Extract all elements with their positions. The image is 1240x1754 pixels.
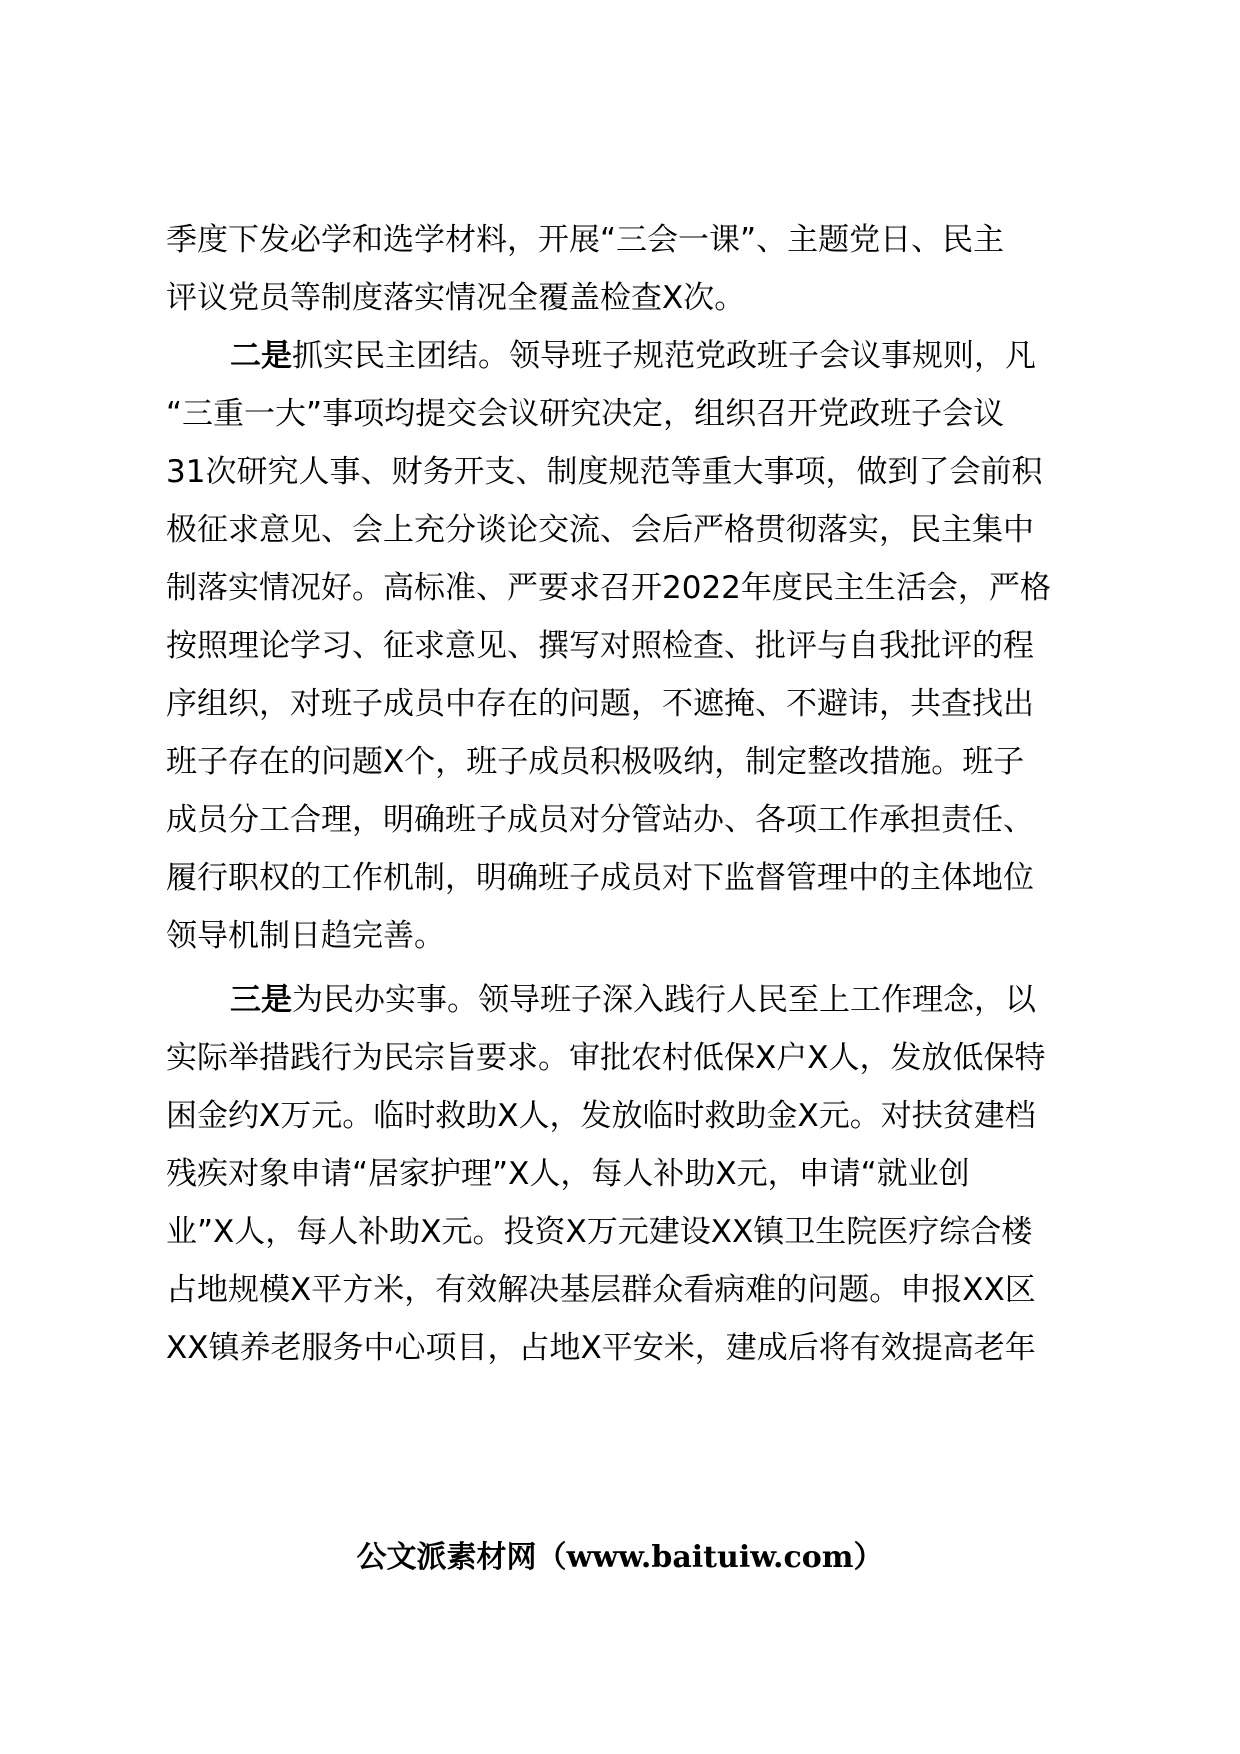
paragraph-line: 评议党员等制度落实情况全覆盖检查X次。 — [166, 280, 746, 316]
paragraph-line: 困金约X万元。临时救助X人，发放临时救助金X元。对扶贫建档 — [166, 1098, 1036, 1134]
paragraph-line: 领导机制日趋完善。 — [166, 918, 445, 954]
paragraph-line: 实际举措践行为民宗旨要求。审批农村低保X户X人，发放低保特 — [166, 1040, 1046, 1076]
paragraph-line: 占地规模X平方米，有效解决基层群众看病难的问题。申报XX区 — [166, 1272, 1036, 1308]
paragraph-line — [230, 336, 1036, 376]
paragraph-line: 班子存在的问题X个，班子成员积极吸纳，制定整改措施。班子 — [166, 744, 1025, 780]
paragraph-line: 序组织，对班子成员中存在的问题，不遮掩、不避讳，共查找出 — [166, 686, 1034, 722]
paragraph-text: 抓实民主团结。领导班子规范党政班子会议事规则，凡 — [292, 338, 1036, 374]
paragraph-text: 为民办实事。领导班子深入践行人民至上工作理念，以 — [292, 982, 1036, 1018]
paragraph-line: 极征求意见、会上充分谈论交流、会后严格贯彻落实，民主集中 — [166, 512, 1034, 548]
paragraph-line: 残疾对象申请“居家护理”X人，每人补助X元，申请“就业创 — [166, 1156, 970, 1192]
page-footer: 公文派素材网（www.baituiw.com） — [356, 1540, 884, 1575]
paragraph-line: “三重一大”事项均提交会议研究决定，组织召开党政班子会议 — [166, 396, 1005, 432]
paragraph-line: 业”X人，每人补助X元。投资X万元建设XX镇卫生院医疗综合楼 — [166, 1214, 1033, 1250]
paragraph-line: 31次研究人事、财务开支、制度规范等重大事项，做到了会前积 — [166, 454, 1043, 490]
paragraph-line: 季度下发必学和选学材料，开展“三会一课”、主题党日、民主 — [166, 222, 1005, 258]
paragraph-lead: 三是 — [230, 982, 292, 1018]
paragraph-line: 制落实情况好。高标准、严要求召开2022年度民主生活会，严格 — [166, 570, 1051, 606]
paragraph-lead: 二是 — [230, 338, 292, 374]
paragraph-line: 履行职权的工作机制，明确班子成员对下监督管理中的主体地位 — [166, 860, 1034, 896]
paragraph-line: XX镇养老服务中心项目，占地X平安米，建成后将有效提高老年 — [166, 1330, 1036, 1366]
paragraph-line: 按照理论学习、征求意见、撰写对照检查、批评与自我批评的程 — [166, 628, 1034, 664]
paragraph-line — [230, 980, 1036, 1020]
paragraph-line: 成员分工合理，明确班子成员对分管站办、各项工作承担责任、 — [166, 802, 1034, 838]
